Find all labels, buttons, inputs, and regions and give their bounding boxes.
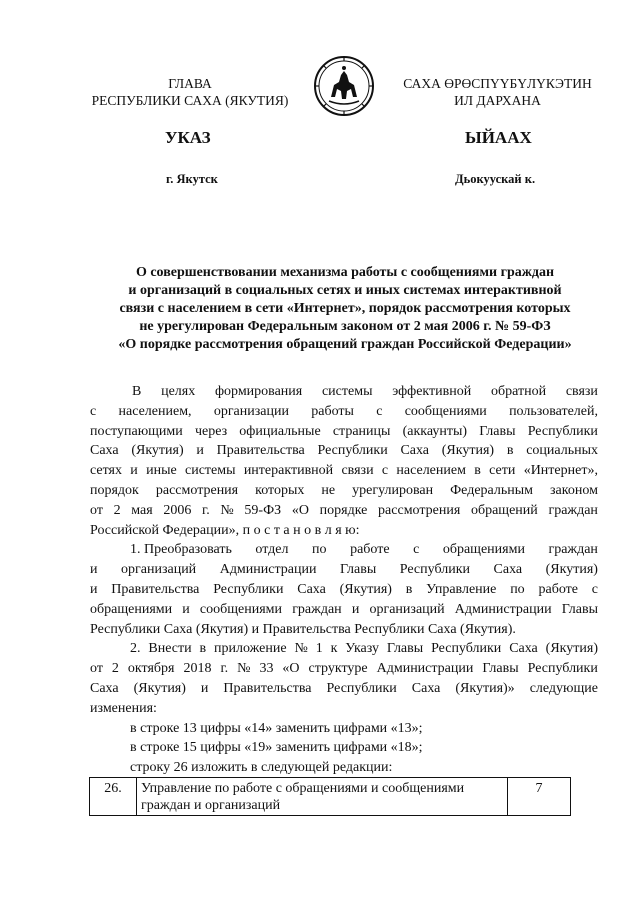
row-value-cell: 7 <box>508 778 571 816</box>
word: урегулирован <box>352 482 434 498</box>
word: в <box>405 581 413 597</box>
word: г. <box>220 661 229 677</box>
justified-line <box>90 461 598 481</box>
title-line: связи с населением в сети «Интернет», порядок рассмотрения которых <box>119 301 571 316</box>
word: эффективной <box>392 384 472 399</box>
justified-line <box>90 580 598 600</box>
word: (Якутия) <box>131 443 184 459</box>
doc-type-sah: ЫЙААХ <box>465 128 532 147</box>
word: Саха <box>400 443 430 459</box>
justified-line <box>90 382 598 402</box>
word: социальных <box>526 443 598 459</box>
justified-line <box>90 679 598 699</box>
word: мая <box>131 502 153 518</box>
word: Главы <box>339 562 377 578</box>
word: порядок <box>90 482 139 498</box>
word: 33 <box>259 661 274 677</box>
word: Республики <box>213 581 284 597</box>
word: Саха <box>90 443 119 459</box>
word: 1 <box>315 641 323 657</box>
word: организации <box>213 403 289 419</box>
header-right-title: САХА ӨРӨСПҮҮБҮЛҮКЭТИН <box>403 76 592 91</box>
word: формирования <box>214 384 303 399</box>
word: Федеральным <box>450 482 534 498</box>
word: в <box>474 463 481 479</box>
word: Правительства <box>223 680 312 696</box>
word: к <box>330 641 338 657</box>
word: Главы <box>482 661 519 677</box>
city-ru: г. Якутск <box>166 172 218 186</box>
word: с <box>381 463 389 479</box>
change-line: в строке 13 цифры «14» заменить цифрами «13»; <box>130 720 423 736</box>
preamble-paragraph <box>90 382 598 540</box>
word: Администрации <box>376 661 474 677</box>
word: Главы <box>561 601 598 617</box>
word: не <box>321 482 336 498</box>
word: № <box>237 661 251 677</box>
word: организаций <box>121 562 197 578</box>
word: сетях <box>90 463 122 479</box>
header-left-block <box>85 75 295 109</box>
word: работе <box>538 581 578 597</box>
title-line: не урегулирован Федеральным законом от 2 мая 2006 г. № 59-ФЗ <box>139 319 551 334</box>
word: и <box>351 601 360 617</box>
word: отдел <box>255 542 289 558</box>
word: Республики <box>527 423 598 439</box>
word: сообщениями <box>199 601 283 617</box>
change-line: в строке 15 цифры «19» заменить цифрами «18»; <box>130 740 423 756</box>
word: от <box>90 661 103 677</box>
word: (Якутия) <box>441 443 495 459</box>
word: связи <box>565 384 598 399</box>
word: Правительства <box>216 443 305 459</box>
word: и <box>90 581 98 597</box>
word: № <box>294 641 308 657</box>
word: интерактивной <box>243 463 334 479</box>
word: от <box>90 502 103 518</box>
word: Администрации <box>454 601 552 617</box>
word: страницы <box>332 423 391 439</box>
word: (Якутия)» <box>455 680 515 696</box>
table-row <box>90 778 571 816</box>
word: и <box>196 443 204 459</box>
word: Правительства <box>111 581 200 597</box>
header-left-title: ГЛАВА <box>168 76 212 91</box>
word: работе <box>350 542 390 558</box>
word: 2018 <box>183 661 212 677</box>
word: Республики <box>527 661 598 677</box>
doc-type-ru: УКАЗ <box>165 128 211 147</box>
word: рассмотрения <box>378 502 461 518</box>
word: приложение <box>214 641 287 657</box>
word: № <box>220 502 234 518</box>
justified-line <box>90 659 598 679</box>
word: 2. <box>130 641 141 657</box>
word: Республики <box>317 443 388 459</box>
word: с <box>90 403 97 419</box>
document-title <box>80 264 610 354</box>
word: которых <box>255 482 305 498</box>
word: граждан <box>292 601 342 617</box>
word: Администрации <box>219 562 317 578</box>
word: Республики <box>399 562 470 578</box>
word: 2 <box>113 502 121 518</box>
word: Саха <box>411 680 441 696</box>
title-line: «О порядке рассмотрения обращений граждан Российской Федерации» <box>118 337 572 352</box>
title-line: О совершенствовании механизма работы с сообщениями граждан <box>135 265 555 280</box>
word: Главы <box>386 641 424 657</box>
republic-sakha-emblem-icon <box>313 55 375 117</box>
justified-line <box>90 501 598 521</box>
item-1-paragraph <box>90 540 598 639</box>
word: 1. Преобразовать <box>130 542 232 558</box>
word: обращений <box>470 502 538 518</box>
word: и <box>200 680 209 696</box>
word: Республики <box>431 641 502 657</box>
word: 59-ФЗ <box>244 502 282 518</box>
word: с <box>591 581 598 597</box>
word: и <box>130 463 138 479</box>
word: Республики <box>326 680 397 696</box>
word: граждан <box>548 542 598 558</box>
header-right-subtitle: ИЛ ДАРХАНА <box>454 93 541 108</box>
word: и <box>90 562 98 578</box>
word: 2 <box>111 661 119 677</box>
word: «Интернет», <box>523 463 598 479</box>
word: системы <box>184 463 236 479</box>
justified-line <box>90 402 598 422</box>
justified-line <box>90 422 598 442</box>
change-line: строку 26 изложить в следующей редакции: <box>130 760 393 776</box>
word: Управление <box>426 581 497 597</box>
document-body <box>90 382 598 778</box>
word: г. <box>202 502 210 518</box>
word: с <box>413 542 420 558</box>
word: законом <box>550 482 598 498</box>
word: «О <box>282 661 300 677</box>
word: Саха <box>297 581 326 597</box>
word: обращениями <box>90 601 173 617</box>
word: Саха <box>509 641 538 657</box>
word: (аккаунты) <box>402 423 468 439</box>
row-text-cell: Управление по работе с обращениями и сообщениями граждан и организаций <box>137 778 508 816</box>
word: официальные <box>239 423 321 439</box>
word: населением, <box>118 403 192 419</box>
word: Саха <box>90 680 119 696</box>
header-left-subtitle: РЕСПУБЛИКИ САХА (ЯКУТИЯ) <box>91 93 289 108</box>
justified-line <box>90 560 598 580</box>
replacement-table <box>89 777 571 816</box>
word: целях <box>161 384 196 399</box>
word: октября <box>127 661 175 677</box>
word: через <box>194 423 228 439</box>
word: В <box>132 384 142 399</box>
word: «О <box>291 502 309 518</box>
word: иные <box>146 463 177 479</box>
word: рассмотрения <box>155 482 239 498</box>
word: в <box>199 641 207 657</box>
header-right-block <box>390 75 605 109</box>
word: (Якутия) <box>133 680 186 696</box>
word: работы <box>311 403 354 419</box>
word: Саха <box>493 562 523 578</box>
city-sah: Дьокуускай к. <box>455 172 536 186</box>
title-line: и организаций в социальных сетях и иных системах интерактивной <box>128 283 562 298</box>
word: с <box>376 403 383 419</box>
word: порядке <box>319 502 368 518</box>
word: и <box>182 601 190 617</box>
word: обращениями <box>442 542 525 558</box>
word: 2006 <box>163 502 192 518</box>
paragraph-last-line: изменения: <box>90 700 157 716</box>
word: структуре <box>308 661 368 677</box>
row-number-cell: 26. <box>90 778 137 816</box>
paragraph-last-line: Республики Саха (Якутия) и Правительства Республики Саха (Якутия). <box>90 621 516 637</box>
word: Внести <box>148 641 192 657</box>
word: Главы <box>479 423 516 439</box>
word: системы <box>321 384 373 399</box>
word: пользователей, <box>509 403 598 419</box>
justified-line <box>90 540 598 560</box>
justified-line <box>90 481 598 501</box>
justified-line <box>90 600 598 620</box>
item-2-paragraph <box>90 639 598 718</box>
word: сети <box>489 463 516 479</box>
word: организаций <box>369 601 445 617</box>
word: по <box>510 581 525 597</box>
word: поступающими <box>90 423 183 439</box>
word: населением <box>396 463 466 479</box>
word: Указу <box>345 641 380 657</box>
word: по <box>312 542 327 558</box>
justified-line <box>90 639 598 659</box>
word: граждан <box>548 502 598 518</box>
word: следующие <box>529 680 598 696</box>
word: в <box>506 443 514 459</box>
word: связи <box>341 463 374 479</box>
word: (Якутия) <box>545 562 598 578</box>
paragraph-last-line: Российской Федерации», п о с т а н о в л я ю: <box>90 522 360 538</box>
word: сообщениями <box>404 403 487 419</box>
word: обратной <box>491 384 547 399</box>
word: (Якутия) <box>545 641 598 657</box>
word: (Якутия) <box>339 581 392 597</box>
justified-line <box>90 441 598 461</box>
